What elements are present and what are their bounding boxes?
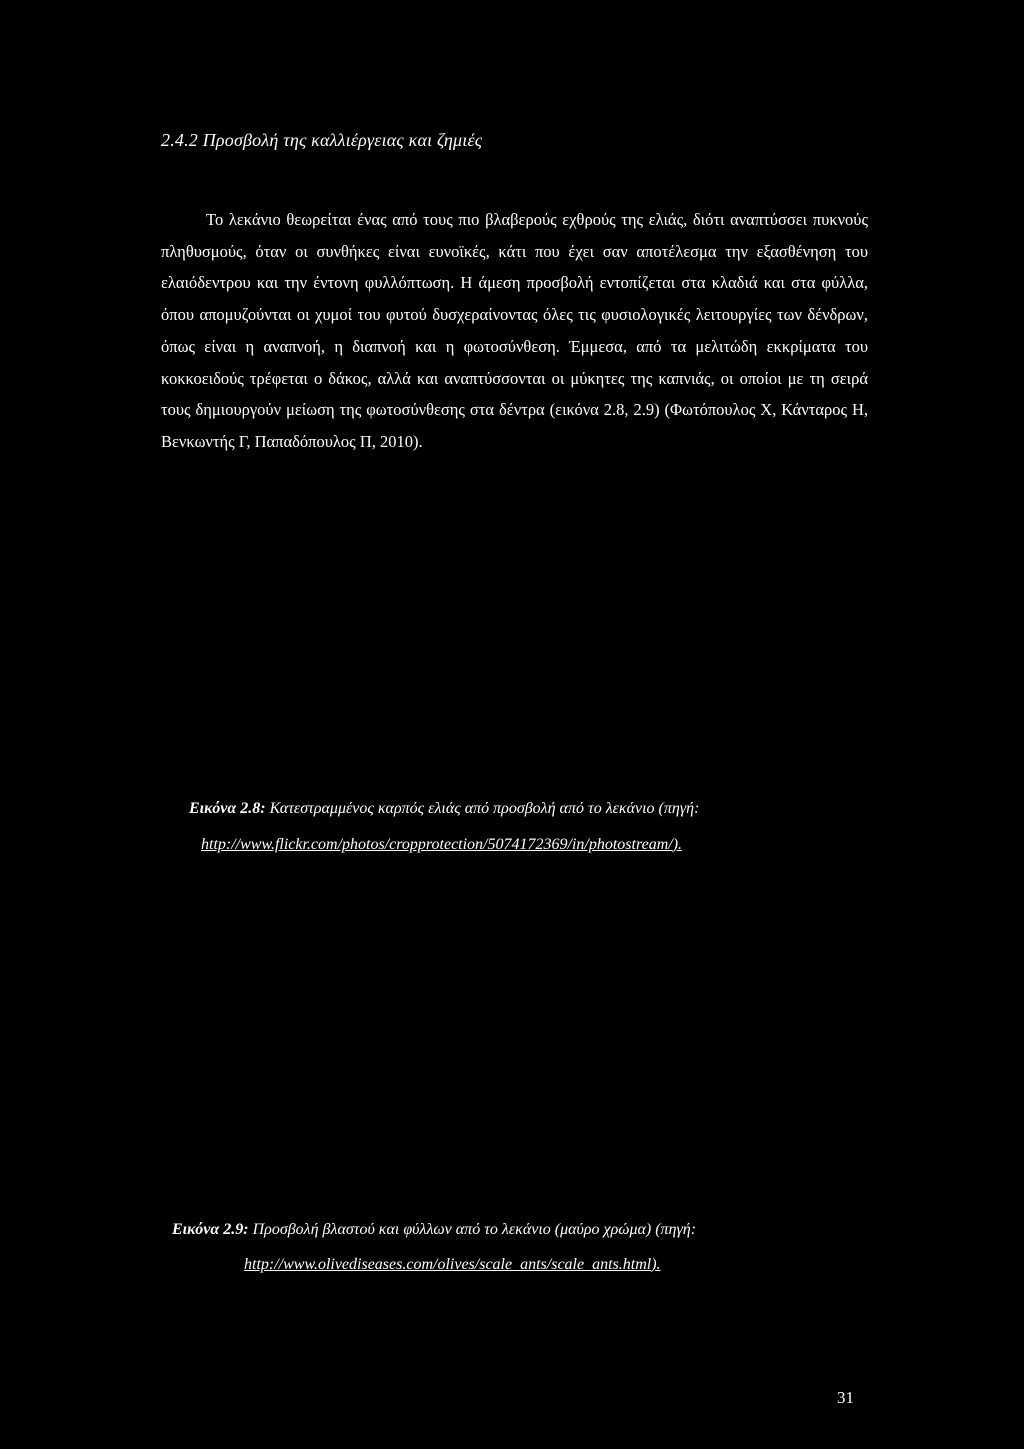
figure-source-2-9 <box>244 1256 661 1274</box>
body-paragraph: Το λεκάνιο θεωρείται ένας από τους πιο βλαβερούς εχθρούς της ελιάς, διότι αναπτύσσει πυκνούς πληθυσμούς, όταν οι συνθήκες είναι ευνοϊκές, κάτι που έχει σαν αποτέλεσμα την εξασθένηση του ελαιόδεντρου και την έντονη φυλλόπτωση. Η άμεση προσβολή εντοπίζεται στα κλαδιά και στα φύλλα, όπου απομυζούνται οι χυμοί του φυτού δυσχεραίνοντας όλες τις φυσιολογικές λειτουργίες των δένδρων, όπως είναι η αναπνοή, η διαπνοή και η φωτοσύνθεση. Έμμεσα, από τα μελιτώδη εκκρίματα του κοκκοειδούς τρέφεται ο δάκος, αλλά και αναπτύσσονται οι μύκητες της καπνιάς, οι οποίοι με τη σειρά τους δημιουργούν μείωση της φωτοσύνθεσης στα δέντρα (εικόνα 2.8, 2.9) (Φωτόπουλος Χ, Κάνταρος Η, Βενκωντής Γ, Παπαδόπουλος Π, 2010). <box>161 210 868 451</box>
figure-caption-text-2-8: Κατεστραμμένος καρπός ελιάς από προσβολή από το λεκάνιο (πηγή: <box>265 800 700 817</box>
section-heading: 2.4.2 Προσβολή της καλλιέργειας και ζημιές <box>161 130 483 150</box>
figure-source-link-2-9[interactable]: http://www.olivediseases.com/olives/scale_ants/scale_ants.html <box>244 1256 652 1273</box>
figure-label-2-8: Εικόνα 2.8: <box>189 800 266 817</box>
page-number: 31 <box>837 1388 854 1407</box>
figure-caption-2-9 <box>172 1221 696 1239</box>
figure-source-suffix-2-8: ). <box>672 836 683 853</box>
figure-source-link-2-8[interactable]: http://www.flickr.com/photos/cropprotection/5074172369/in/photostream/ <box>201 836 673 853</box>
figure-caption-text-2-9: Προσβολή βλαστού και φύλλων από το λεκάνιο (μαύρο χρώμα) (πηγή: <box>248 1221 697 1238</box>
figure-source-2-8 <box>201 836 682 854</box>
figure-source-suffix-2-9: ). <box>651 1256 661 1273</box>
figure-caption-2-8 <box>189 800 699 818</box>
figure-label-2-9: Εικόνα 2.9: <box>172 1221 249 1238</box>
